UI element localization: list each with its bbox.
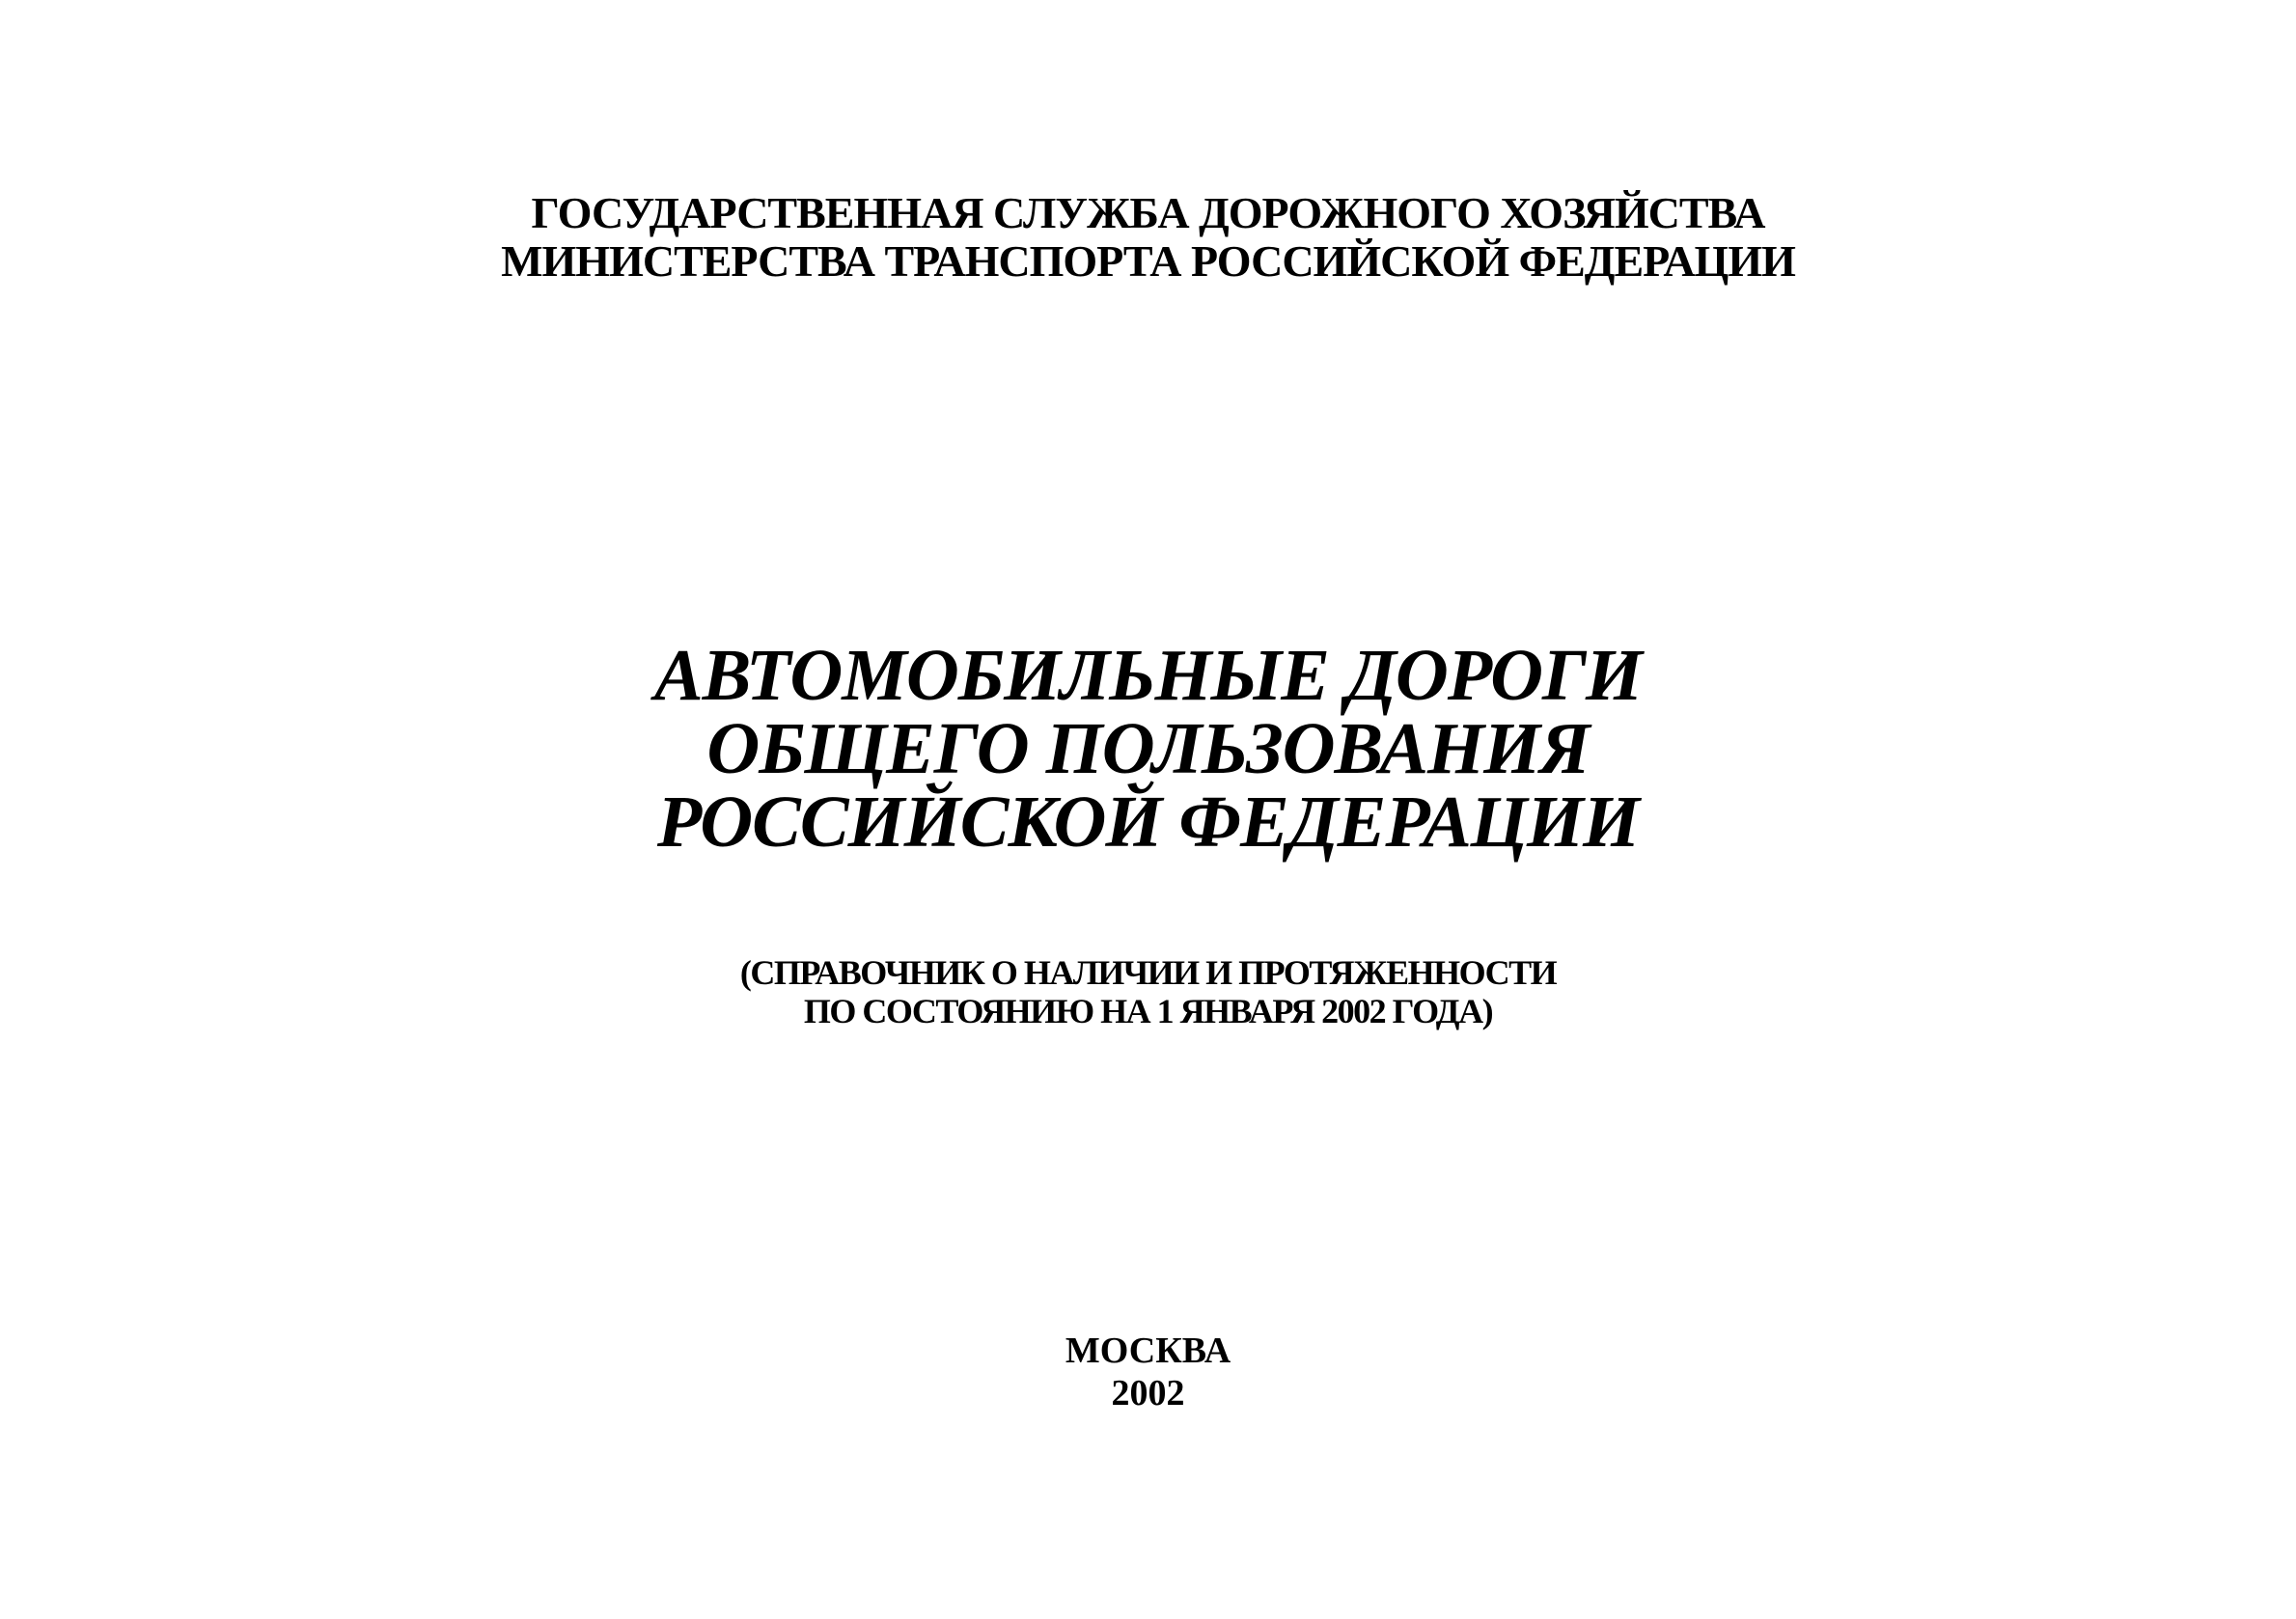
organization-header xyxy=(0,189,2296,286)
title-line-3: РОССИЙСКОЙ ФЕДЕРАЦИИ xyxy=(656,782,1640,863)
imprint xyxy=(0,1330,2296,1414)
document-title xyxy=(0,635,2296,863)
document-subtitle xyxy=(0,953,2296,1030)
organization-line-1: ГОСУДАРСТВЕННАЯ СЛУЖБА ДОРОЖНОГО ХОЗЯЙСТВА xyxy=(531,188,1765,237)
subtitle-line-1: (СПРАВОЧНИК О НАЛИЧИИ И ПРОТЯЖЕННОСТИ xyxy=(739,953,1557,992)
imprint-city: МОСКВА xyxy=(1065,1331,1231,1371)
title-line-1: АВТОМОБИЛЬНЫЕ ДОРОГИ xyxy=(653,635,1643,716)
organization-line-2: МИНИСТЕРСТВА ТРАНСПОРТА РОССИЙСКОЙ ФЕДЕРАЦИИ xyxy=(501,236,1795,286)
title-line-2: ОБЩЕГО ПОЛЬЗОВАНИЯ xyxy=(706,708,1590,789)
imprint-year: 2002 xyxy=(1111,1373,1185,1413)
subtitle-line-2: ПО СОСТОЯНИЮ НА 1 ЯНВАРЯ 2002 ГОДА) xyxy=(803,992,1493,1030)
